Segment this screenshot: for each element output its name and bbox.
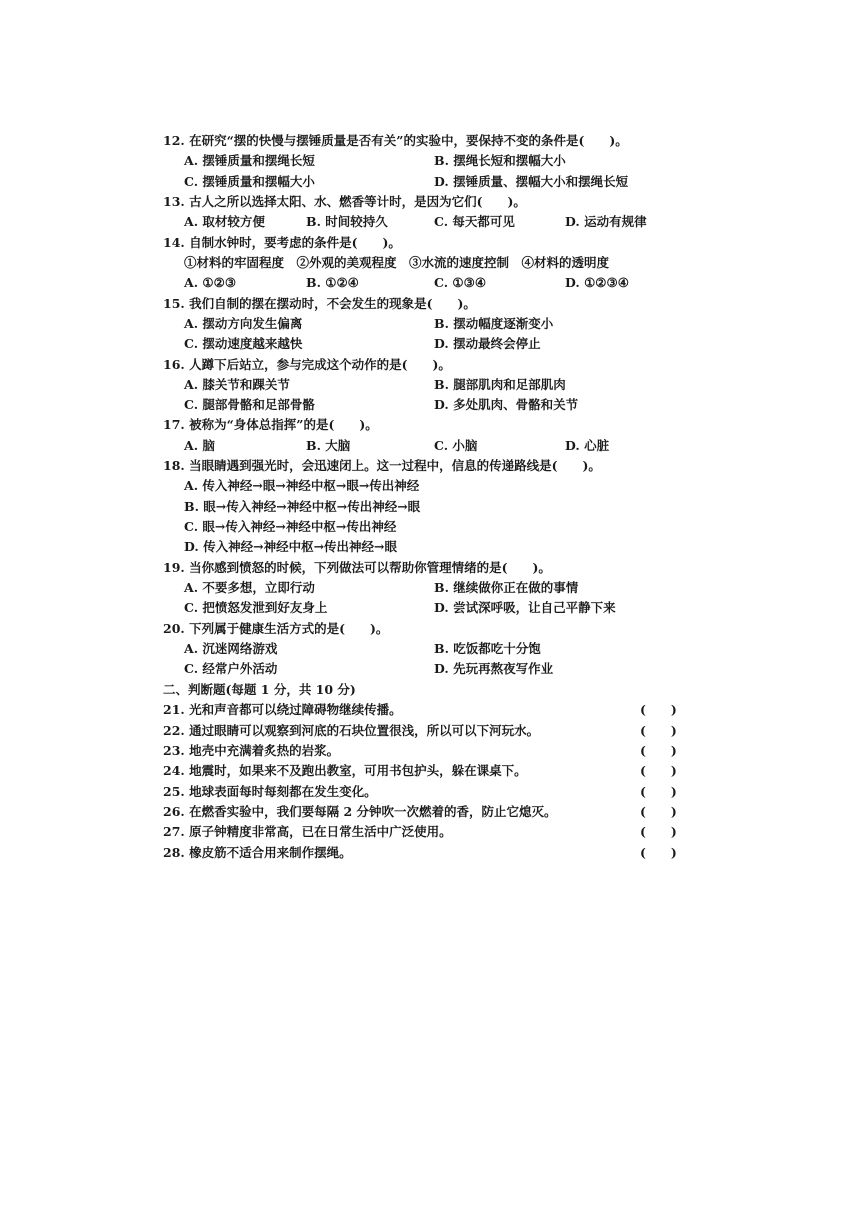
question-17-option-b: B. 大脑 [306,438,351,453]
question-15-stem: 15. 我们自制的摆在摆动时，不会发生的现象是( )。 [163,296,476,311]
question-18-stem: 18. 当眼睛遇到强光时，会迅速闭上。这一过程中，信息的传递路线是( )。 [163,458,601,473]
question-19-stem: 19. 当你感到愤怒的时候，下列做法可以帮助你管理情绪的是( )。 [163,560,551,575]
question-13-option-b: B. 时间较持久 [306,214,388,229]
answer-blank-25[interactable]: ( ) [640,784,677,799]
question-17-option-c: C. 小脑 [434,438,478,453]
question-16-option-c: C. 腿部骨骼和足部骨骼 [184,397,315,412]
question-14-option-a: A. ①②③ [184,275,237,290]
judgement-item-21: 21. 光和声音都可以绕过障碍物继续传播。 [163,702,402,717]
question-13-stem: 13. 古人之所以选择太阳、水、燃香等计时，是因为它们( )。 [163,194,526,209]
question-20-option-d: D. 先玩再熬夜写作业 [434,661,554,676]
judgement-item-25: 25. 地球表面每时每刻都在发生变化。 [163,784,377,799]
question-12-option-d: D. 摆锤质量、摆幅大小和摆绳长短 [434,174,629,189]
question-19-option-b: B. 继续做你正在做的事情 [434,580,579,595]
answer-blank-23[interactable]: ( ) [640,743,677,758]
answer-blank-24[interactable]: ( ) [640,763,677,778]
question-19-option-a: A. 不要多想，立即行动 [184,580,315,595]
question-18-option-a: A. 传入神经→眼→神经中枢→眼→传出神经 [184,478,420,493]
judgement-item-27: 27. 原子钟精度非常高，已在日常生活中广泛使用。 [163,824,452,839]
question-20-option-b: B. 吃饭都吃十分饱 [434,641,541,656]
answer-blank-21[interactable]: ( ) [640,702,677,717]
question-13-option-d: D. 运动有规律 [565,214,647,229]
question-12-option-c: C. 摆锤质量和摆幅大小 [184,174,315,189]
question-16-stem: 16. 人蹲下后站立，参与完成这个动作的是( )。 [163,357,451,372]
judgement-item-28: 28. 橡皮筋不适合用来制作摆绳。 [163,845,352,860]
judgement-item-23: 23. 地壳中充满着炙热的岩浆。 [163,743,340,758]
question-12-option-a: A. 摆锤质量和摆绳长短 [184,153,315,168]
question-16-option-a: A. 膝关节和踝关节 [184,377,290,392]
question-20-option-a: A. 沉迷网络游戏 [184,641,278,656]
question-18-option-c: C. 眼→传入神经→神经中枢→传出神经 [184,519,397,534]
question-12-stem: 12. 在研究“摆的快慢与摆锤质量是否有关”的实验中，要保持不变的条件是( )。 [163,133,628,148]
question-18-option-b: B. 眼→传入神经→神经中枢→传出神经→眼 [184,499,421,514]
judgement-item-24: 24. 地震时，如果来不及跑出教室，可用书包护头，躲在课桌下。 [163,763,527,778]
answer-blank-28[interactable]: ( ) [640,845,677,860]
question-19-option-c: C. 把愤怒发泄到好友身上 [184,600,328,615]
question-15-option-d: D. 摆动最终会停止 [434,336,541,351]
question-13-option-a: A. 取材较方便 [184,214,265,229]
judgement-item-22: 22. 通过眼睛可以观察到河底的石块位置很浅，所以可以下河玩水。 [163,723,540,738]
question-15-option-b: B. 摆动幅度逐渐变小 [434,316,554,331]
answer-blank-27[interactable]: ( ) [640,824,677,839]
question-15-option-c: C. 摆动速度越来越快 [184,336,303,351]
question-16-option-d: D. 多处肌肉、骨骼和关节 [434,397,579,412]
question-17-option-d: D. 心脏 [565,438,610,453]
question-16-option-b: B. 腿部肌肉和足部肌肉 [434,377,566,392]
judgement-item-26: 26. 在燃香实验中，我们要每隔 2 分钟吹一次燃着的香，防止它熄灭。 [163,804,557,819]
question-20-option-c: C. 经常户外活动 [184,661,278,676]
section-2-heading: 二、判断题(每题 1 分，共 10 分) [163,682,356,697]
question-19-option-d: D. 尝试深呼吸，让自己平静下来 [434,600,616,615]
question-20-stem: 20. 下列属于健康生活方式的是( )。 [163,621,389,636]
question-13-option-c: C. 每天都可见 [434,214,515,229]
answer-blank-26[interactable]: ( ) [640,804,677,819]
answer-blank-22[interactable]: ( ) [640,723,677,738]
question-14-option-d: D. ①②③④ [565,275,629,290]
question-14-option-b: B. ①②④ [306,275,359,290]
question-18-option-d: D. 传入神经→神经中枢→传出神经→眼 [184,539,398,554]
question-14-stem: 14. 自制水钟时，要考虑的条件是( )。 [163,235,401,250]
question-14-conditions: ①材料的牢固程度 ②外观的美观程度 ③水流的速度控制 ④材料的透明度 [184,255,610,270]
question-12-option-b: B. 摆绳长短和摆幅大小 [434,153,566,168]
question-15-option-a: A. 摆动方向发生偏离 [184,316,303,331]
question-17-stem: 17. 被称为“身体总指挥”的是( )。 [163,417,378,432]
question-14-option-c: C. ①③④ [434,275,487,290]
question-17-option-a: A. 脑 [184,438,215,453]
